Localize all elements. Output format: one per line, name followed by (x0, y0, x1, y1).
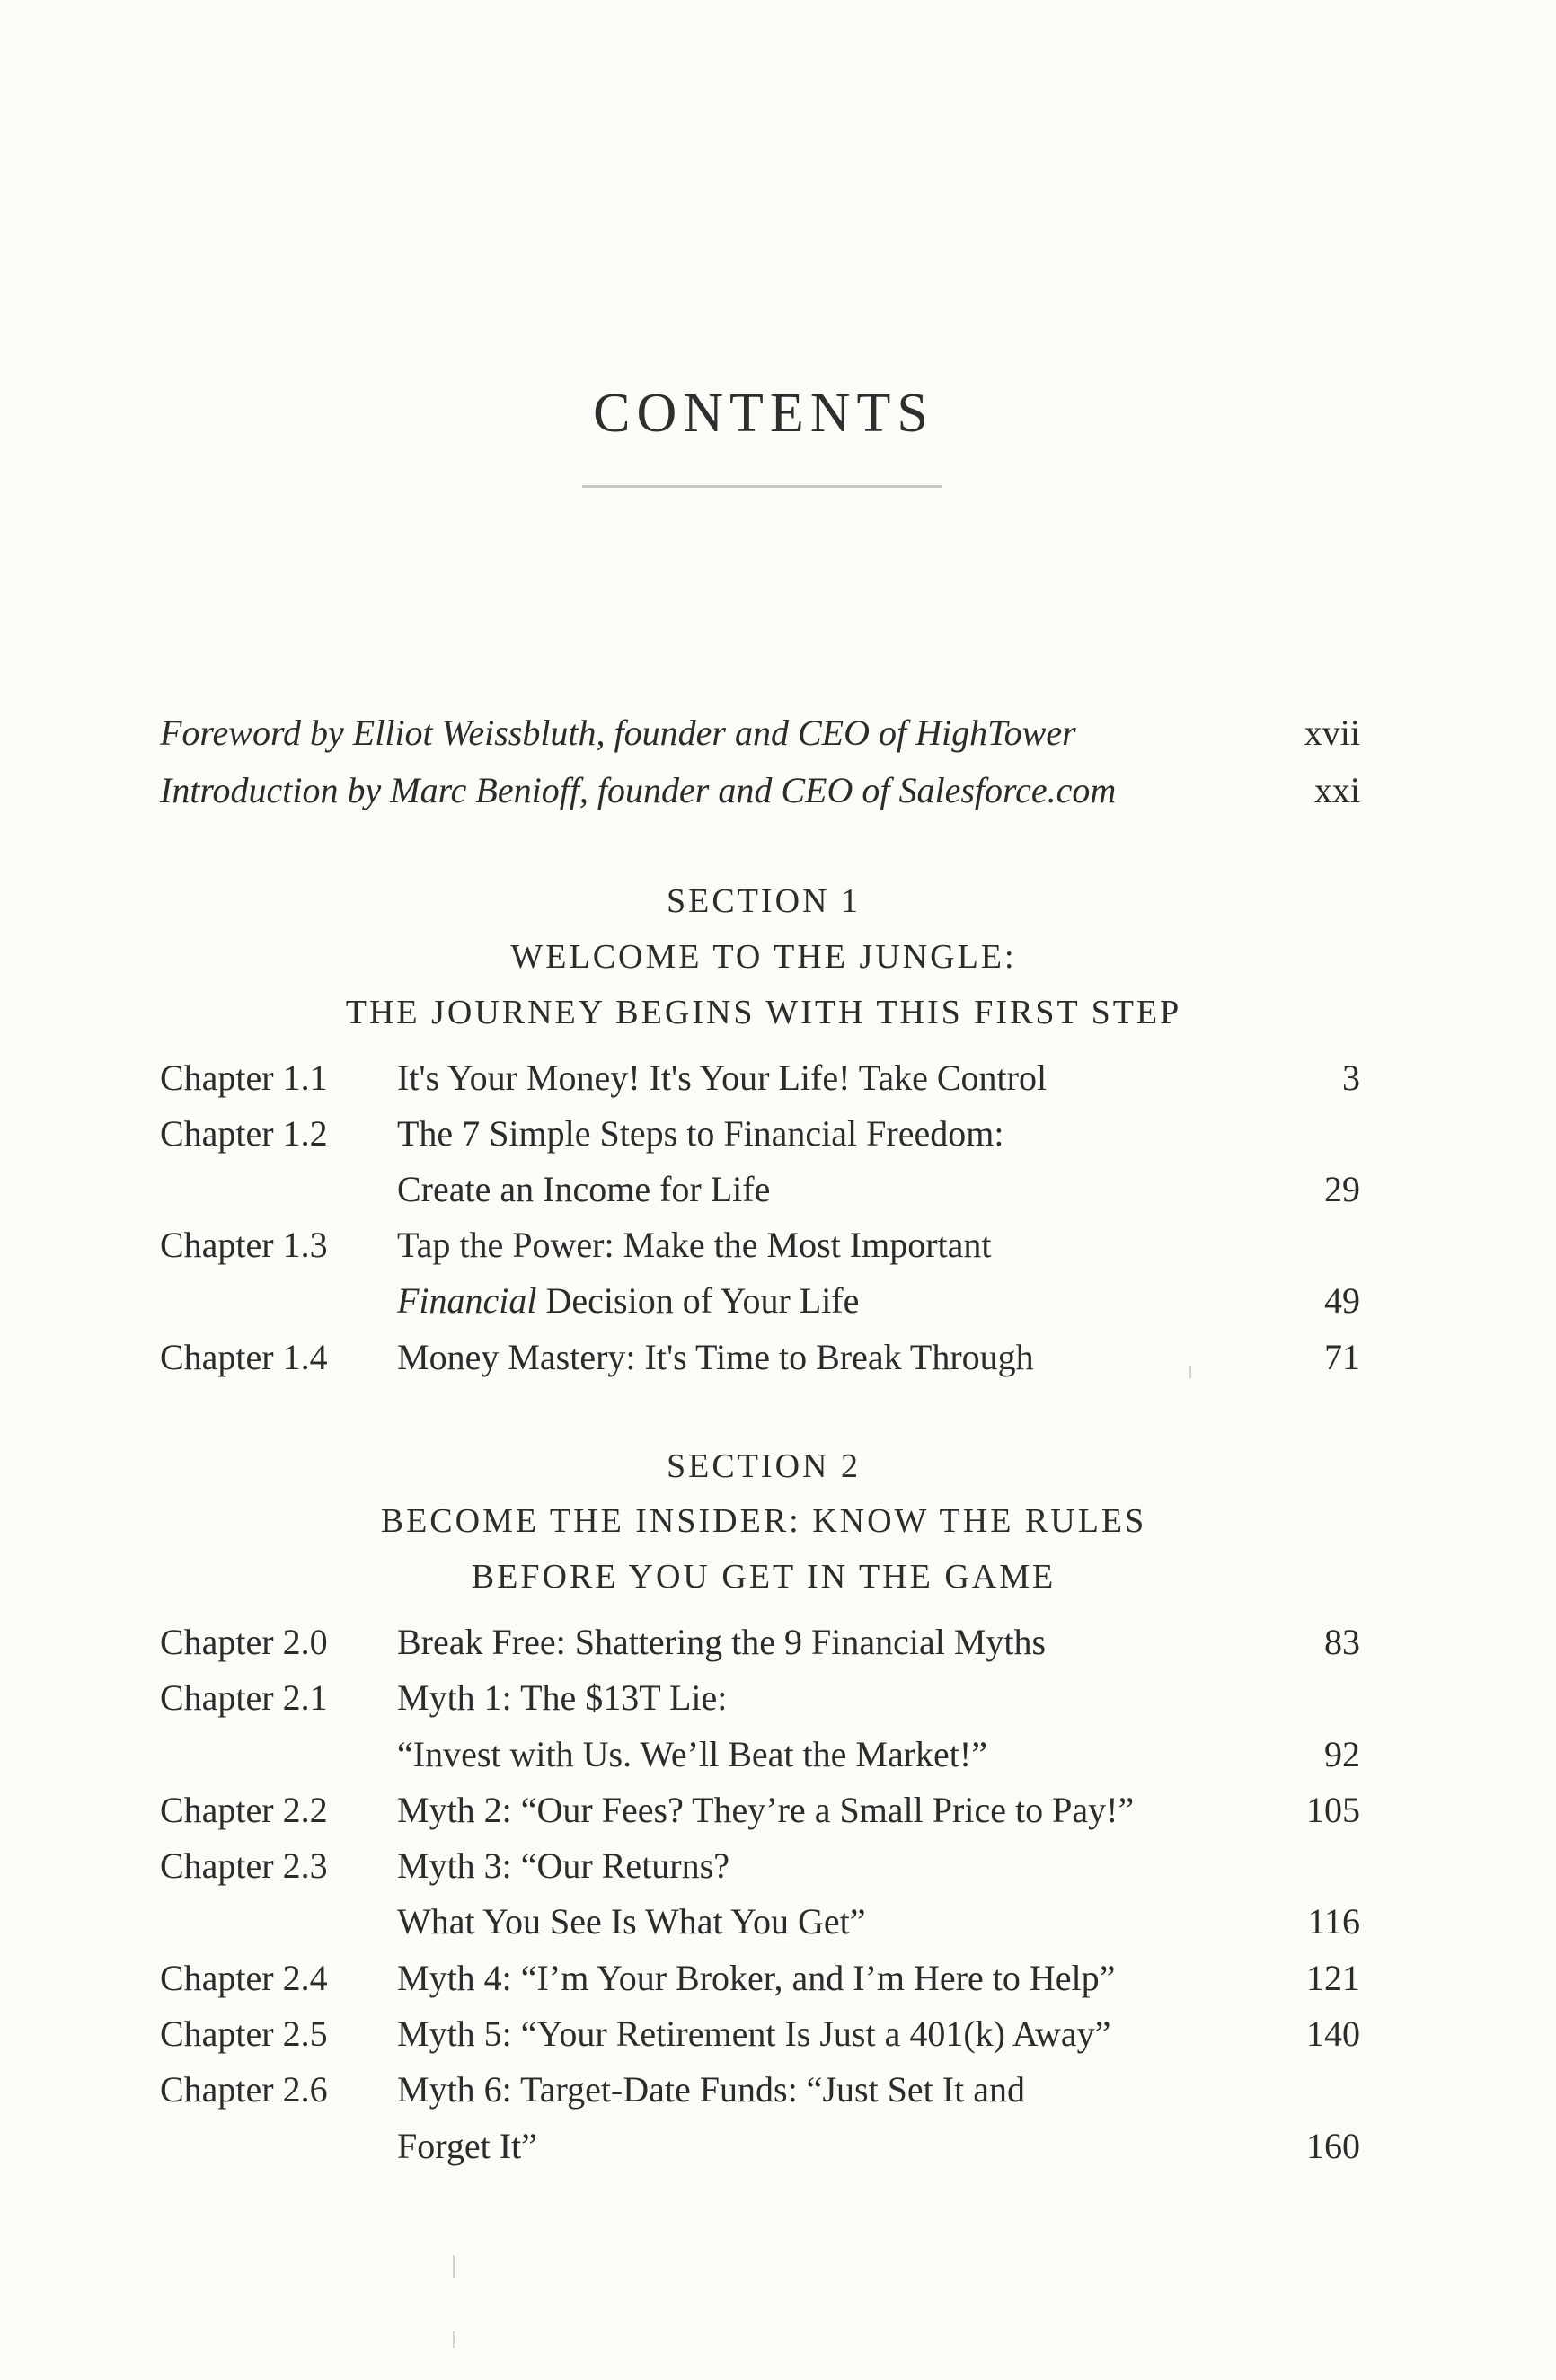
chapter-page: 160 (1306, 2126, 1360, 2166)
chapter-title-cont: Financial Decision of Your Life (397, 1280, 860, 1321)
page-title: CONTENTS (593, 383, 934, 444)
toc-entry-chapter-2-6-cont[interactable] (160, 2119, 1360, 2174)
section-2-title-line-1: BECOME THE INSIDER: KNOW THE RULES (380, 1502, 1147, 1540)
chapter-number: Chapter 2.3 (160, 1845, 328, 1886)
chapter-page: 92 (1324, 1734, 1360, 1774)
chapter-title: Myth 4: “I’m Your Broker, and I’m Here to Help” (397, 1958, 1116, 1998)
chapter-title: Money Mastery: It's Time to Break Through (397, 1337, 1034, 1377)
chapter-title: The 7 Simple Steps to Financial Freedom: (397, 1113, 1004, 1154)
entry-page: xvii (1304, 712, 1360, 753)
section-1-title-line-2: THE JOURNEY BEGINS WITH THIS FIRST STEP (345, 994, 1182, 1031)
toc-entry-chapter-2-1-cont[interactable] (160, 1727, 1360, 1783)
section-2-label: SECTION 2 (667, 1447, 861, 1485)
toc-entry-chapter-2-0[interactable] (160, 1615, 1360, 1670)
entry-title: Foreword by Elliot Weissbluth, founder and CEO of HighTower (160, 712, 1076, 753)
chapter-title: It's Your Money! It's Your Life! Take Control (397, 1057, 1048, 1098)
chapter-page: 121 (1306, 1958, 1360, 1998)
chapter-title: Myth 1: The $13T Lie: (397, 1677, 728, 1718)
chapter-title: Myth 3: “Our Returns? (397, 1845, 729, 1886)
chapter-title-cont: “Invest with Us. We’ll Beat the Market!” (397, 1734, 987, 1774)
entry-page: xxi (1313, 770, 1360, 810)
chapter-title: Myth 5: “Your Retirement Is Just a 401(k) Away” (397, 2013, 1111, 2054)
chapter-title-cont: Create an Income for Life (397, 1169, 771, 1209)
chapter-title-cont: Forget It” (397, 2126, 537, 2166)
toc-entry-chapter-1-2-cont[interactable] (160, 1162, 1360, 1217)
chapter-number: Chapter 1.1 (160, 1057, 328, 1098)
chapter-title: Myth 6: Target-Date Funds: “Just Set It and (397, 2069, 1025, 2110)
section-1-label: SECTION 1 (667, 882, 861, 920)
toc-entry-foreword[interactable] (160, 705, 1360, 761)
toc-entry-chapter-1-4[interactable] (160, 1330, 1360, 1385)
chapter-number: Chapter 2.1 (160, 1677, 328, 1718)
toc-entry-chapter-2-5[interactable] (160, 2006, 1360, 2062)
toc-entry-chapter-1-3[interactable] (160, 1217, 1360, 1273)
toc-entry-chapter-1-1[interactable] (160, 1050, 1360, 1106)
chapter-number: Chapter 2.4 (160, 1958, 328, 1998)
toc-entry-chapter-1-2[interactable] (160, 1106, 1360, 1162)
section-1-title-line-1: WELCOME TO THE JUNGLE: (510, 938, 1017, 976)
toc-entry-chapter-2-6[interactable] (160, 2062, 1360, 2118)
chapter-number: Chapter 2.5 (160, 2013, 328, 2054)
chapter-page: 3 (1342, 1057, 1360, 1098)
scan-mark (453, 2331, 455, 2348)
chapter-page: 105 (1306, 1790, 1360, 1830)
toc-entry-chapter-2-3-cont[interactable] (160, 1894, 1360, 1950)
chapter-page: 29 (1324, 1169, 1360, 1209)
chapter-page: 140 (1306, 2013, 1360, 2054)
chapter-title: Myth 2: “Our Fees? They’re a Small Price to Pay!” (397, 1790, 1135, 1830)
chapter-page: 83 (1324, 1622, 1360, 1662)
toc-entry-chapter-2-1[interactable] (160, 1670, 1360, 1726)
toc-entry-chapter-2-3[interactable] (160, 1838, 1360, 1894)
chapter-title-cont: What You See Is What You Get” (397, 1901, 866, 1942)
chapter-page: 116 (1307, 1901, 1360, 1942)
scan-mark (1189, 1366, 1191, 1378)
chapter-page: 49 (1324, 1280, 1360, 1321)
chapter-title: Tap the Power: Make the Most Important (397, 1225, 992, 1265)
chapter-title: Break Free: Shattering the 9 Financial Myths (397, 1622, 1047, 1662)
scan-mark (453, 2255, 455, 2278)
chapter-number: Chapter 1.2 (160, 1113, 328, 1154)
title-rule (582, 485, 942, 488)
chapter-number: Chapter 1.3 (160, 1225, 328, 1265)
entry-title: Introduction by Marc Benioff, founder and CEO of Salesforce.com (160, 770, 1117, 810)
section-2-title-line-2: BEFORE YOU GET IN THE GAME (471, 1558, 1056, 1596)
chapter-number: Chapter 2.2 (160, 1790, 328, 1830)
chapter-page: 71 (1324, 1337, 1360, 1377)
chapter-number: Chapter 2.6 (160, 2069, 328, 2110)
chapter-number: Chapter 1.4 (160, 1337, 328, 1377)
toc-entry-chapter-2-4[interactable] (160, 1951, 1360, 2006)
chapter-number: Chapter 2.0 (160, 1622, 328, 1662)
toc-entry-introduction[interactable] (160, 763, 1360, 818)
toc-entry-chapter-1-3-cont[interactable] (160, 1273, 1360, 1329)
toc-entry-chapter-2-2[interactable] (160, 1783, 1360, 1838)
